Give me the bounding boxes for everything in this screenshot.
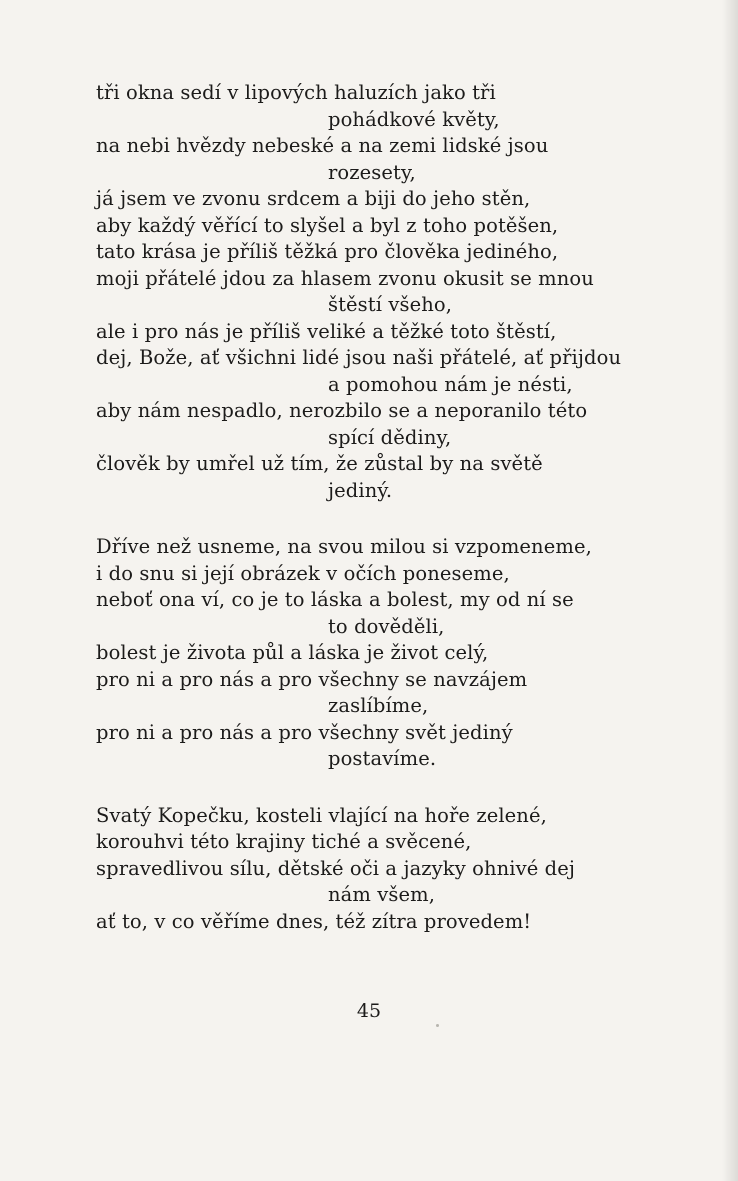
poem-line-continuation: rozesety, <box>328 160 416 184</box>
poem-line: i do snu si její obrázek v očích poneseme, <box>96 561 510 585</box>
poem-line: neboť ona ví, co je to láska a bolest, my od ní se <box>96 588 574 611</box>
poem-line: aby každý věřící to slyšel a byl z toho potěšen, <box>96 213 559 237</box>
poem-line: bolest je života půl a láska je život celý, <box>96 641 489 664</box>
poem-line: ať to, v co věříme dnes, též zítra provedem! <box>96 909 532 933</box>
poem-line-continuation: postavíme. <box>328 747 437 770</box>
poem-line-continuation: zaslíbíme, <box>328 694 429 717</box>
poem-line-continuation: a pomohou nám je nésti, <box>328 372 573 396</box>
poem-line: tato krása je příliš těžká pro člověka jediného, <box>96 240 559 263</box>
poem-line: pro ni a pro nás a pro všechny svět jediný <box>96 720 513 744</box>
poem-line: Dříve než usneme, na svou milou si vzpomeneme, <box>96 535 592 558</box>
poem-line-continuation: štěstí všeho, <box>328 293 453 316</box>
poem-line-continuation: spící dědiny, <box>328 425 452 449</box>
poem-line-continuation: nám všem, <box>328 883 436 906</box>
poem-line-continuation: jediný. <box>328 478 393 502</box>
stanza-1 <box>96 80 656 504</box>
paper-speck <box>436 1024 439 1027</box>
poem-text <box>96 80 656 965</box>
poem-line: dej, Bože, ať všichni lidé jsou naši přátelé, ať přijdou <box>96 346 622 369</box>
poem-line-continuation: to dověděli, <box>328 614 445 638</box>
poem-line: pro ni a pro nás a pro všechny se navzájem <box>96 667 528 691</box>
poem-line: já jsem ve zvonu srdcem a biji do jeho stěn, <box>96 187 531 210</box>
poem-line: tři okna sedí v lipových haluzích jako tři <box>96 81 496 104</box>
poem-line: spravedlivou sílu, dětské oči a jazyky ohnivé dej <box>96 856 576 880</box>
page-number: 45 <box>356 1000 382 1022</box>
stanza-2 <box>96 534 656 773</box>
poem-line: Svatý Kopečku, kosteli vlající na hoře zelené, <box>96 803 547 827</box>
page-edge-shadow <box>722 0 738 1181</box>
poem-line: na nebi hvězdy nebeské a na zemi lidské jsou <box>96 134 549 157</box>
poem-line: moji přátelé jdou za hlasem zvonu okusit se mnou <box>96 266 594 290</box>
poem-line-continuation: pohádkové květy, <box>328 107 500 131</box>
poem-line: ale i pro nás je příliš veliké a těžké toto štěstí, <box>96 319 557 343</box>
poem-line: korouhvi této krajiny tiché a svěcené, <box>96 830 472 853</box>
poem-line: aby nám nespadlo, nerozbilo se a neporanilo této <box>96 399 588 422</box>
stanza-3 <box>96 803 656 936</box>
poem-line: člověk by umřel už tím, že zůstal by na světě <box>96 452 543 475</box>
